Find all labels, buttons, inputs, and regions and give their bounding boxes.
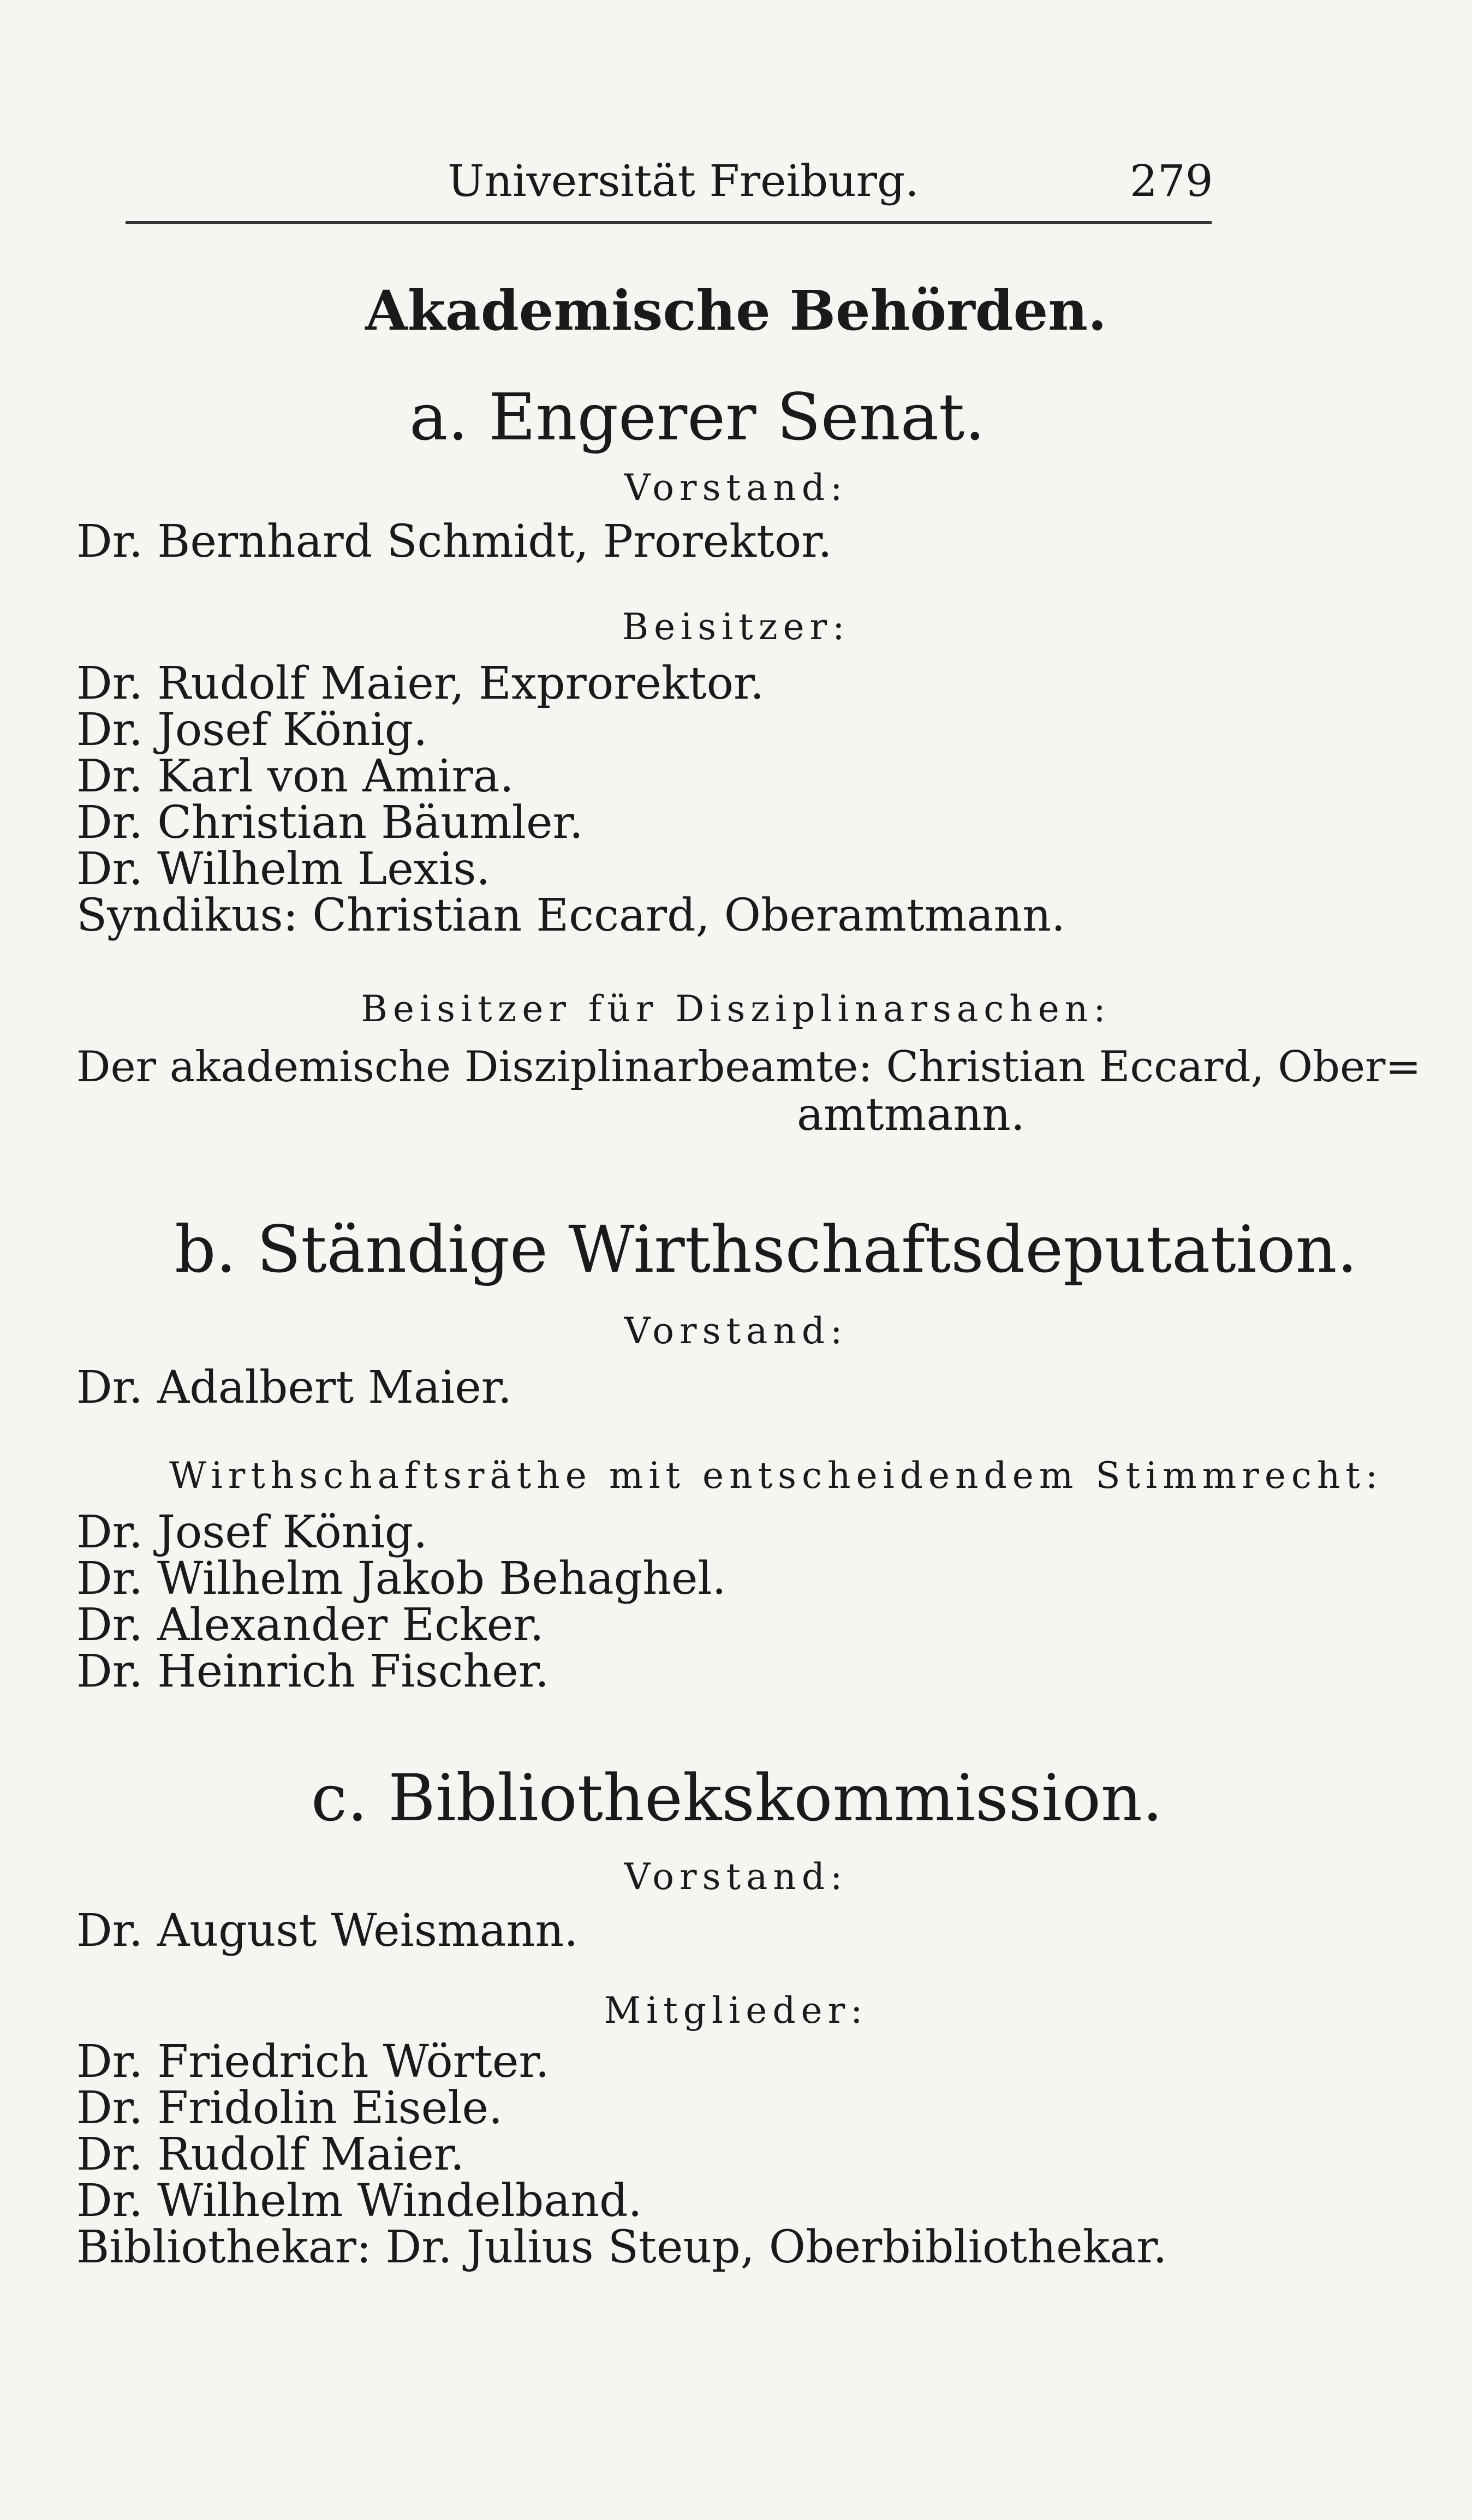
list-item: Dr. Heinrich Fischer. xyxy=(76,1646,550,1697)
list-item: Dr. Rudolf Maier, Exprorektor. xyxy=(76,658,765,710)
section-a-vorstand: Dr. Bernhard Schmidt, Prorektor. xyxy=(76,516,832,568)
section-a-disziplinar-label: Beisitzer für Disziplinarsachen: xyxy=(361,988,1111,1030)
section-a-disziplinar-line-2: amtmann. xyxy=(797,1089,1025,1141)
list-item: Dr. Alexander Ecker. xyxy=(76,1599,544,1651)
section-a-beisitzer-label: Beisitzer: xyxy=(622,606,850,648)
section-c-vorstand-label: Vorstand: xyxy=(624,1856,848,1898)
list-item: Dr. Fridolin Eisele. xyxy=(76,2082,503,2134)
list-item: Dr. Wilhelm Windelband. xyxy=(76,2175,642,2227)
list-item: Dr. Christian Bäumler. xyxy=(76,797,583,849)
section-a-heading: a. Engerer Senat. xyxy=(409,379,985,455)
section-a-vorstand-label: Vorstand: xyxy=(624,467,848,509)
list-item: Dr. Josef König. xyxy=(76,1506,428,1558)
page-number: 279 xyxy=(1130,156,1213,206)
section-c-heading: c. Bibliothekskommission. xyxy=(311,1760,1163,1836)
section-a-disziplinar-line-1: Der akademische Disziplinarbeamte: Christian Eccard, Ober= xyxy=(76,1042,1421,1092)
section-b-raethe-label: Wirthschaftsräthe mit entscheidendem Stimmrecht: xyxy=(169,1455,1384,1497)
list-item: Dr. Wilhelm Lexis. xyxy=(76,843,491,895)
list-item: Dr. Rudolf Maier. xyxy=(76,2129,464,2181)
main-title: Akademische Behörden. xyxy=(365,278,1107,343)
section-b-heading: b. Ständige Wirthschaftsdeputation. xyxy=(175,1212,1358,1287)
list-item: Dr. Josef König. xyxy=(76,704,428,756)
section-c-bibliothekar: Bibliothekar: Dr. Julius Steup, Oberbibliothekar. xyxy=(76,2221,1167,2273)
section-c-mitglieder-label: Mitglieder: xyxy=(604,1989,868,2032)
list-item: Syndikus: Christian Eccard, Oberamtmann. xyxy=(76,890,1066,942)
section-b-vorstand: Dr. Adalbert Maier. xyxy=(76,1362,512,1414)
section-c-vorstand: Dr. August Weismann. xyxy=(76,1905,579,1957)
section-b-vorstand-label: Vorstand: xyxy=(624,1310,848,1352)
running-header-title: Universität Freiburg. xyxy=(448,156,919,206)
list-item: Dr. Wilhelm Jakob Behaghel. xyxy=(76,1553,726,1605)
header-rule xyxy=(126,221,1212,224)
list-item: Dr. Karl von Amira. xyxy=(76,750,514,802)
list-item: Dr. Friedrich Wörter. xyxy=(76,2036,550,2088)
